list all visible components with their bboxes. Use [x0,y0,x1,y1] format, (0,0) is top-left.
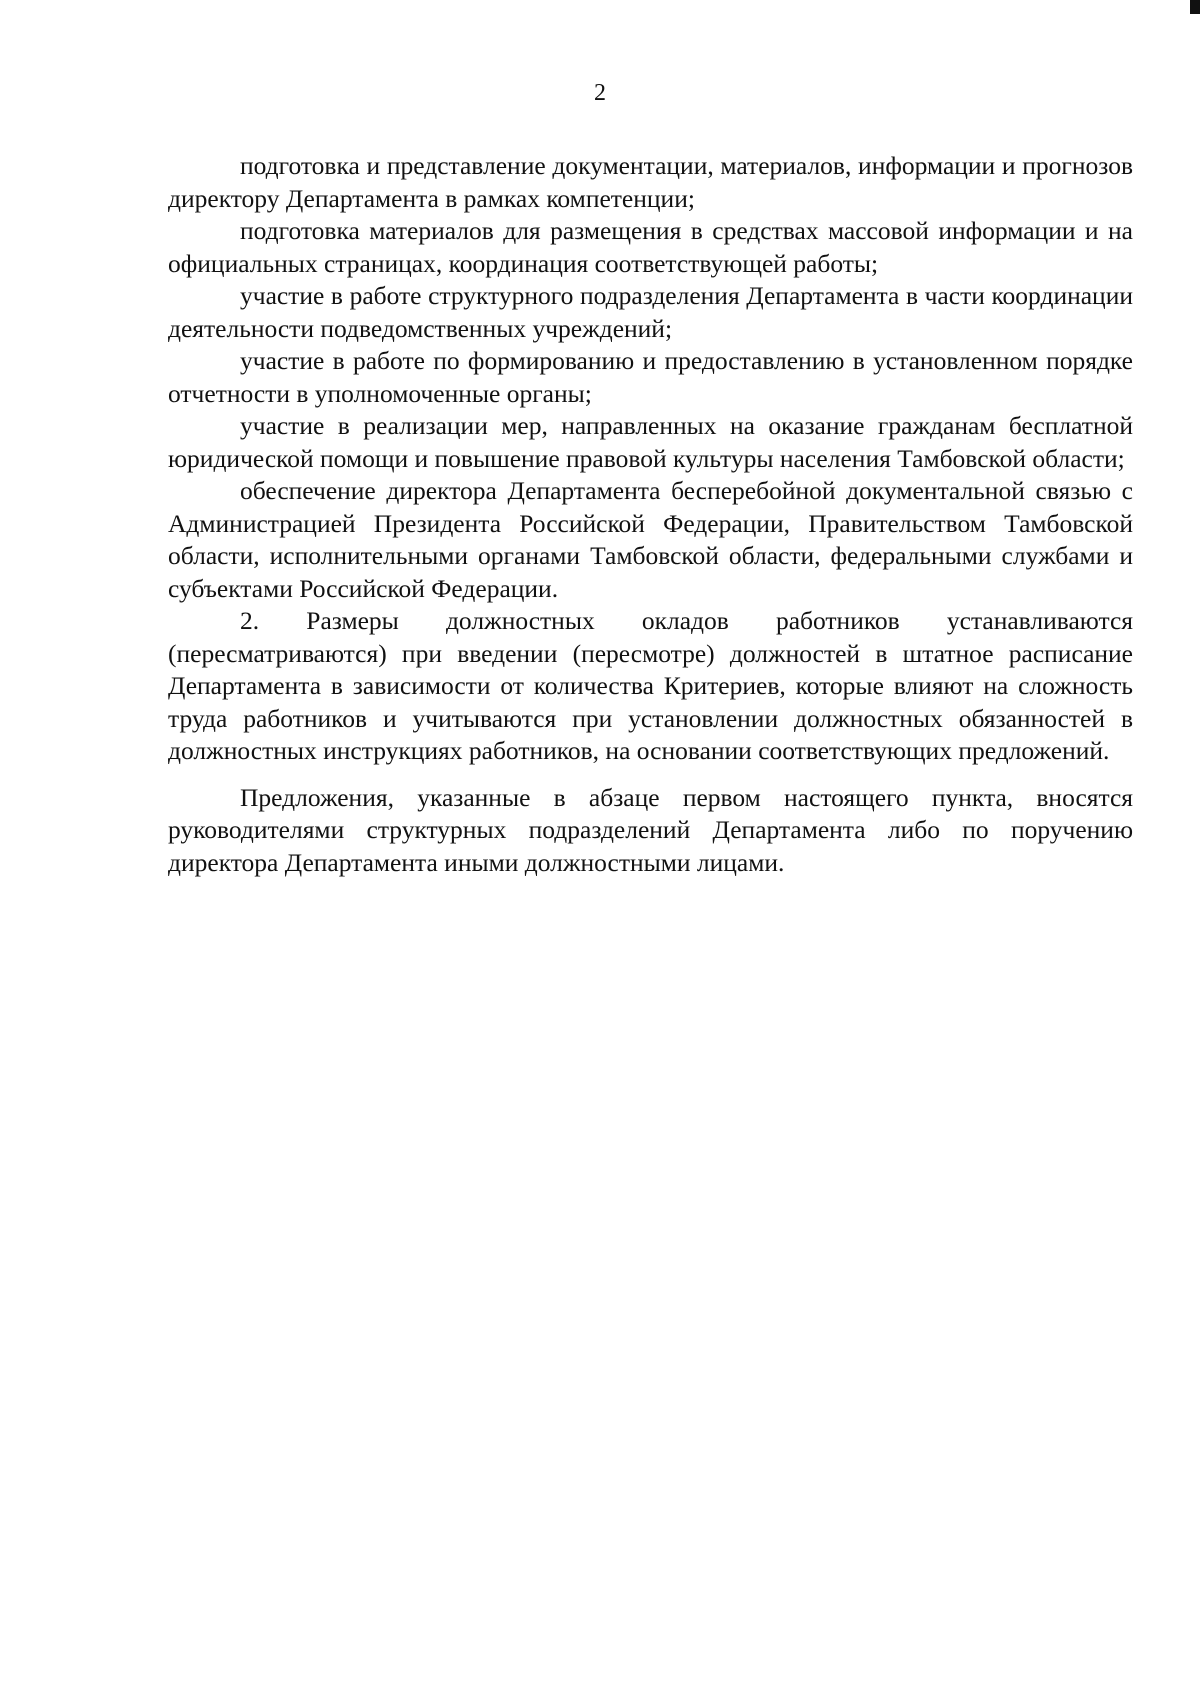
paragraph: подготовка и представление документации, материалов, информации и прогнозов директору Департамента в рамках компетенции; [168,151,1133,213]
paragraph: участие в работе по формированию и предоставлению в установленном порядке отчетности в уполномоченные органы; [168,346,1133,408]
scan-corner-mark [1190,0,1200,14]
page-number: 2 [594,80,606,106]
document-body [168,150,1133,879]
paragraph: подготовка материалов для размещения в средствах массовой информации и на официальных страницах, координация соответствующей работы; [168,216,1133,278]
paragraph: Предложения, указанные в абзаце первом настоящего пункта, вносятся руководителями структурных подразделений Департамента либо по поручению директора Департамента иными должностными лицами. [168,782,1133,877]
paragraph: 2. Размеры должностных окладов работников устанавливаются (пересматриваются) при введении (пересмотре) должностей в штатное расписание Департамента в зависимости от количества Критериев, которые влияют на сложность труда работников и учитываются при установлении должностных обязанностей в должностных инструкциях работников, на основании соответствующих предложений. [168,606,1133,765]
paragraph: участие в работе структурного подразделения Департамента в части координации деятельности подведомственных учреждений; [168,281,1133,343]
paragraph: обеспечение директора Департамента бесперебойной документальной связью с Администрацией Президента Российской Федерации, Правительством Тамбовской области, исполнительными органами Тамбовской области, федеральными службами и субъектами Российской Федерации. [168,476,1133,603]
paragraph: участие в реализации мер, направленных на оказание гражданам бесплатной юридической помощи и повышение правовой культуры населения Тамбовской области; [168,411,1133,473]
